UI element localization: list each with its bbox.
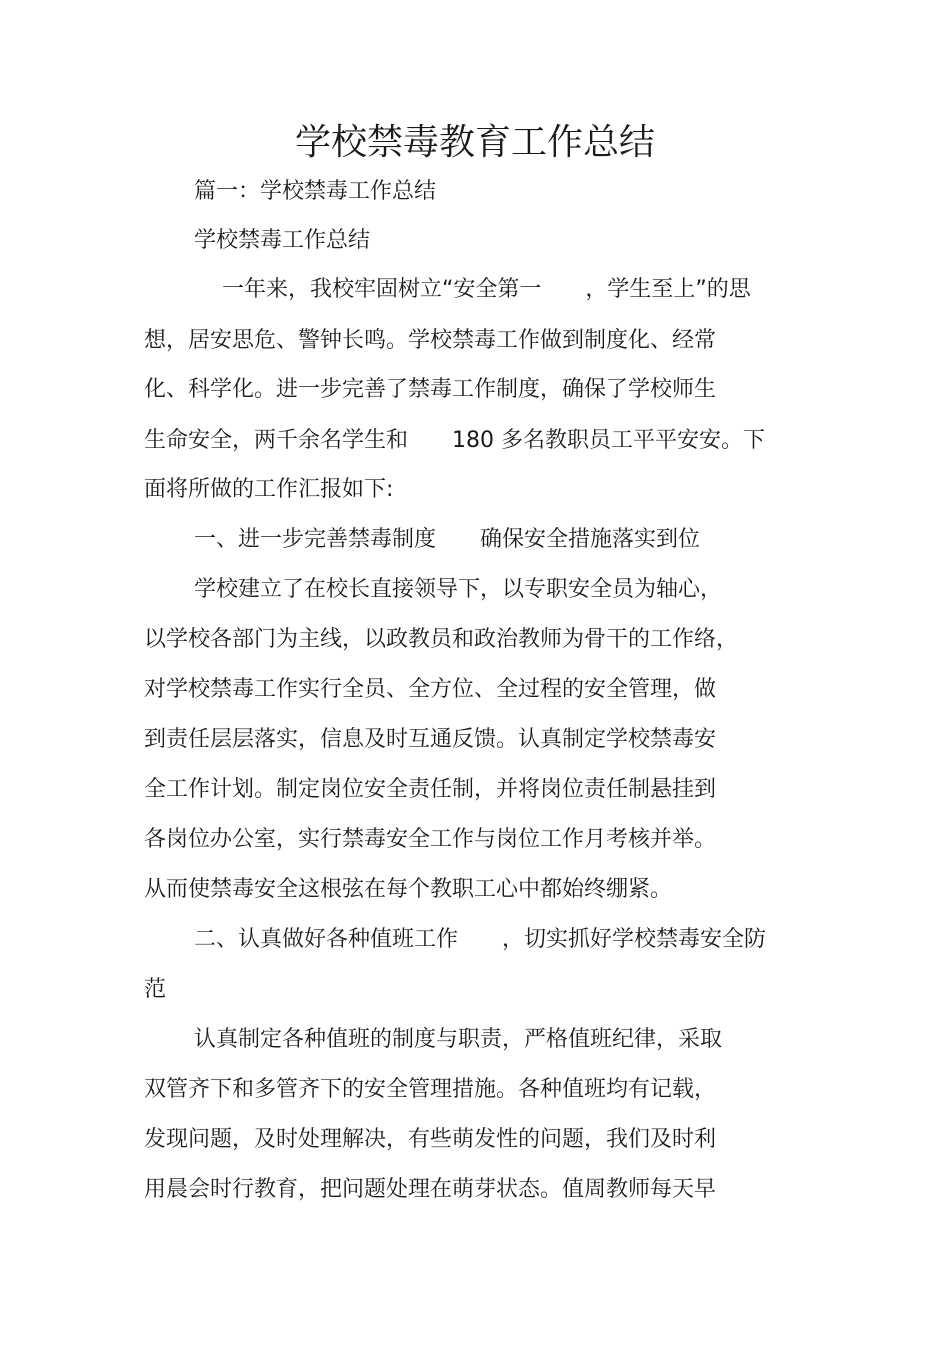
paragraph-line: 对学校禁毒工作实行全员、全方位、全过程的安全管理，做 [144,677,717,702]
document-title: 学校禁毒教育工作总结 [294,122,655,163]
paragraph-line: 以学校各部门为主线，以政教员和政治教师为骨干的工作络， [144,627,739,652]
paragraph-line: 双管齐下和多管齐下的安全管理措施。各种值班均有记载， [144,1077,717,1102]
paragraph-line: 化、科学化。进一步完善了禁毒工作制度，确保了学校师生 [144,377,717,402]
paragraph-line: 用晨会时行教育，把问题处理在萌芽状态。值周教师每天早 [144,1177,717,1202]
paragraph-line: 一年来，我校牢固树立“安全第一 ，学生至上”的思 [222,277,751,302]
paragraph-line: 从而使禁毒安全这根弦在每个教职工心中都始终绷紧。 [144,877,673,902]
section-heading: 篇一：学校禁毒工作总结 [194,179,437,204]
paragraph-line: 面将所做的工作汇报如下: [144,477,394,502]
section-heading-continuation: 范 [144,977,167,1002]
paragraph-line: 想，居安思危、警钟长鸣。学校禁毒工作做到制度化、经常 [144,328,717,353]
paragraph-line: 全工作计划。制定岗位安全责任制，并将岗位责任制悬挂到 [144,777,717,802]
paragraph-line: 学校建立了在校长直接领导下，以专职安全员为轴心， [194,577,723,602]
paragraph-line: 认真制定各种值班的制度与职责，严格值班纪律，采取 [194,1027,723,1052]
section-heading: 二、认真做好各种值班工作 ，切实抓好学校禁毒安全防 [194,927,767,952]
paragraph-line: 各岗位办公室，实行禁毒安全工作与岗位工作月考核并举。 [144,827,717,852]
paragraph-line: 到责任层层落实，信息及时互通反馈。认真制定学校禁毒安 [144,727,717,752]
paragraph-line: 发现问题，及时处理解决，有些萌发性的问题，我们及时利 [144,1127,717,1152]
sub-heading: 学校禁毒工作总结 [194,228,371,253]
section-heading: 一、进一步完善禁毒制度 确保安全措施落实到位 [194,527,701,552]
paragraph-line: 生命安全，两千余名学生和 180 多名教职员工平平安安。下 [144,428,765,453]
